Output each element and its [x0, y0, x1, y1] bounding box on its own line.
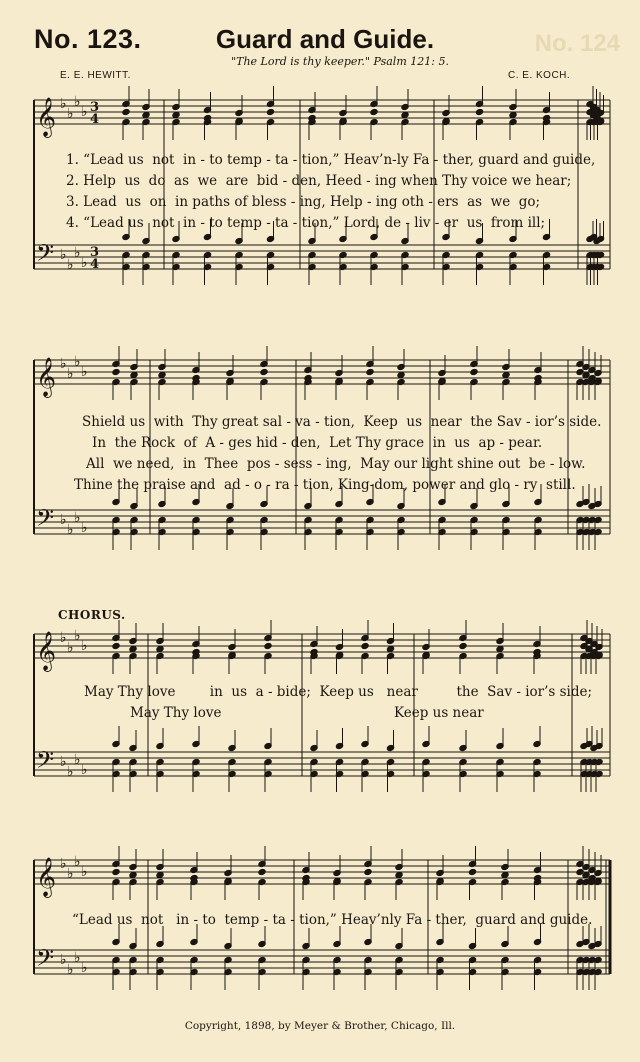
note — [468, 846, 476, 868]
note — [533, 626, 541, 648]
flat-icon: ♭ — [81, 960, 88, 976]
note — [226, 378, 234, 400]
note — [172, 263, 180, 285]
note — [401, 118, 409, 140]
note — [264, 652, 272, 674]
note — [442, 118, 450, 140]
bass-staff — [34, 752, 610, 776]
note — [436, 878, 444, 900]
treble-staff — [34, 100, 610, 124]
chorus-line-2: “Lead us not in - to temp - ta - tion,” Heav’nly Fa - ther, guard and guide. — [72, 912, 593, 928]
note — [122, 86, 130, 108]
note — [475, 86, 483, 108]
note — [310, 730, 318, 752]
note — [576, 486, 584, 508]
note — [192, 770, 200, 792]
note — [203, 118, 211, 140]
note — [228, 770, 236, 792]
note — [339, 263, 347, 285]
note — [304, 378, 312, 400]
note — [112, 642, 120, 649]
composer: C. E. KOCH. — [508, 70, 571, 81]
note — [370, 86, 378, 108]
note — [436, 968, 444, 990]
verse-1-line-2: Shield us with Thy great sal - va - tion, Keep us near the Sav - ior’s side. — [82, 414, 602, 430]
note — [595, 728, 603, 750]
note — [509, 263, 517, 285]
bass-staff — [34, 950, 610, 974]
note — [395, 928, 403, 950]
note — [468, 928, 476, 950]
note — [422, 652, 430, 674]
note — [203, 92, 211, 114]
note — [224, 968, 232, 990]
note — [576, 346, 584, 368]
note — [258, 968, 266, 990]
note — [156, 645, 164, 652]
note — [235, 118, 243, 140]
note — [361, 652, 369, 674]
note — [129, 968, 137, 990]
flat-icon: ♭ — [81, 520, 88, 536]
note — [366, 528, 374, 550]
note — [129, 645, 137, 652]
note — [258, 868, 266, 875]
note — [172, 111, 180, 118]
note — [335, 378, 343, 400]
note — [112, 878, 120, 900]
note — [258, 926, 266, 948]
note — [258, 846, 266, 868]
flat-icon: ♭ — [67, 866, 74, 882]
note — [502, 378, 510, 400]
note — [224, 878, 232, 900]
note — [130, 528, 138, 550]
note — [260, 368, 268, 375]
note — [533, 968, 541, 990]
note — [438, 528, 446, 550]
flat-icon: ♭ — [60, 247, 67, 263]
time-signature-top: 3 — [90, 100, 100, 115]
flat-icon: ♭ — [67, 106, 74, 122]
note — [594, 378, 602, 400]
note — [192, 378, 200, 400]
note — [129, 652, 137, 674]
note — [310, 770, 318, 792]
note — [542, 263, 550, 285]
note — [192, 352, 200, 374]
note — [496, 645, 504, 652]
time-signature-bottom: 4 — [90, 112, 100, 127]
bass-clef-icon: 𝄢 — [36, 504, 55, 537]
note — [401, 111, 409, 118]
verse-4-line-2: Thine the praise and ad - o - ra - tion, King-dom, power and glo - ry still. — [74, 477, 576, 493]
note — [468, 868, 476, 875]
note — [397, 528, 405, 550]
verse-4-line-1: 4. “Lead us not in - to temp - ta - tion,” Lord, de - liv - er us from ill; — [66, 215, 546, 231]
note — [308, 263, 316, 285]
flat-icon: ♭ — [60, 754, 67, 770]
flat-icon: ♭ — [67, 764, 74, 780]
note — [112, 528, 120, 550]
flat-icon: ♭ — [74, 854, 81, 870]
flat-icon: ♭ — [74, 628, 81, 644]
note — [502, 371, 510, 378]
note — [596, 263, 604, 285]
note — [129, 871, 137, 878]
note — [496, 770, 504, 792]
note — [192, 652, 200, 674]
note — [596, 118, 604, 140]
note — [386, 652, 394, 674]
flat-icon: ♭ — [67, 257, 74, 273]
note — [335, 652, 343, 674]
note — [370, 108, 378, 115]
note — [129, 730, 137, 752]
note — [468, 968, 476, 990]
note — [266, 263, 274, 285]
note — [130, 378, 138, 400]
note — [158, 528, 166, 550]
verse-2-line-1: 2. Help us do as we are bid - den, Heed - ing when Thy voice we hear; — [66, 173, 572, 189]
note — [310, 626, 318, 648]
note — [475, 263, 483, 285]
note — [129, 770, 137, 792]
note — [542, 118, 550, 140]
note — [386, 770, 394, 792]
note — [366, 346, 374, 368]
flat-icon: ♭ — [60, 96, 67, 112]
note — [366, 378, 374, 400]
note — [142, 111, 150, 118]
note — [459, 620, 467, 642]
scripture-reference: "The Lord is thy keeper." Psalm 121: 5. — [231, 55, 449, 68]
verse-1-line-1: 1. “Lead us not in - to temp - ta - tion,” Heav’n-ly Fa - ther, guard and guide, — [66, 152, 596, 168]
note — [129, 928, 137, 950]
note — [459, 770, 467, 792]
flat-icon: ♭ — [81, 104, 88, 120]
flat-icon: ♭ — [60, 356, 67, 372]
note — [112, 846, 120, 868]
note — [364, 878, 372, 900]
note — [470, 368, 478, 375]
note — [459, 642, 467, 649]
note — [304, 352, 312, 374]
note — [304, 528, 312, 550]
verse-3-line-2: All we need, in Thee pos - sess - ing, May our light shine out be - low. — [86, 456, 586, 472]
flat-icon: ♭ — [81, 762, 88, 778]
flat-icon: ♭ — [67, 522, 74, 538]
flat-icon: ♭ — [74, 354, 81, 370]
chorus-line-1: May Thy love in us a - bide; Keep us near the Sav - ior’s side; — [84, 684, 593, 700]
note — [361, 726, 369, 748]
note — [264, 770, 272, 792]
note — [496, 728, 504, 750]
note — [595, 652, 603, 674]
treble-staff — [34, 360, 610, 384]
note — [459, 730, 467, 752]
note — [302, 928, 310, 950]
note — [156, 926, 164, 948]
note — [308, 92, 316, 114]
note — [534, 352, 542, 374]
flat-icon: ♭ — [81, 864, 88, 880]
note — [576, 846, 584, 868]
note — [310, 652, 318, 674]
note — [158, 371, 166, 378]
note — [509, 118, 517, 140]
note — [333, 926, 341, 948]
treble-clef-icon: 𝄞 — [36, 857, 57, 897]
note — [386, 645, 394, 652]
hymn-title: Guard and Guide. — [215, 24, 435, 54]
treble-clef-icon: 𝄞 — [36, 97, 57, 137]
note — [470, 378, 478, 400]
note — [442, 263, 450, 285]
note — [509, 111, 517, 118]
note — [533, 726, 541, 748]
note — [192, 528, 200, 550]
note — [533, 852, 541, 874]
system-3-music — [0, 612, 640, 812]
note — [395, 871, 403, 878]
note — [112, 726, 120, 748]
note — [585, 726, 593, 748]
note — [594, 528, 602, 550]
treble-clef-icon: 𝄞 — [36, 357, 57, 397]
time-signature-bottom: 4 — [90, 257, 100, 272]
chorus-echo-2: Keep us near — [394, 705, 484, 721]
note — [302, 968, 310, 990]
note — [112, 652, 120, 674]
note — [501, 871, 509, 878]
verse-3-line-1: 3. Lead us on in paths of bless - ing, Help - ing oth - ers as we go; — [66, 194, 541, 210]
note — [333, 878, 341, 900]
note — [112, 620, 120, 642]
chorus-echo-1: May Thy love — [130, 705, 222, 721]
note — [156, 878, 164, 900]
chorus-label: CHORUS. — [58, 608, 126, 622]
note — [335, 770, 343, 792]
note — [142, 263, 150, 285]
verse-2-line-2: In the Rock of A - ges hid - den, Let Thy grace in us ap - pear. — [92, 435, 543, 451]
copyright-notice: Copyright, 1898, by Meyer & Brother, Chicago, Ill. — [184, 1020, 456, 1032]
note — [470, 528, 478, 550]
note — [129, 878, 137, 900]
note — [224, 928, 232, 950]
note — [533, 878, 541, 900]
flat-icon: ♭ — [74, 950, 81, 966]
note — [156, 728, 164, 750]
flat-icon: ♭ — [67, 640, 74, 656]
note — [366, 368, 374, 375]
bass-clef-icon: 𝄢 — [36, 746, 55, 779]
note — [264, 642, 272, 649]
note — [595, 770, 603, 792]
note — [438, 378, 446, 400]
note — [459, 652, 467, 674]
note — [112, 368, 120, 375]
note — [302, 878, 310, 900]
note — [266, 118, 274, 140]
note — [496, 652, 504, 674]
note — [475, 118, 483, 140]
flat-icon: ♭ — [81, 364, 88, 380]
note — [594, 968, 602, 990]
flat-icon: ♭ — [67, 366, 74, 382]
note — [370, 263, 378, 285]
note — [142, 118, 150, 140]
treble-clef-icon: 𝄞 — [36, 631, 57, 671]
note — [192, 626, 200, 648]
flat-icon: ♭ — [60, 952, 67, 968]
note — [534, 528, 542, 550]
note — [192, 726, 200, 748]
note — [158, 378, 166, 400]
note — [235, 263, 243, 285]
note — [397, 378, 405, 400]
note — [542, 92, 550, 114]
note — [533, 770, 541, 792]
flat-icon: ♭ — [74, 510, 81, 526]
note — [260, 378, 268, 400]
note — [156, 968, 164, 990]
flat-icon: ♭ — [74, 94, 81, 110]
bass-clef-icon: 𝄢 — [36, 944, 55, 977]
note — [335, 728, 343, 750]
bleed-through-mark: No. 124 — [534, 30, 620, 57]
note — [156, 652, 164, 674]
flat-icon: ♭ — [60, 512, 67, 528]
note — [422, 726, 430, 748]
note — [386, 730, 394, 752]
note — [335, 528, 343, 550]
flat-icon: ♭ — [74, 752, 81, 768]
time-signature-top: 3 — [90, 245, 100, 260]
note — [580, 620, 588, 642]
note — [339, 118, 347, 140]
note — [501, 878, 509, 900]
note — [266, 86, 274, 108]
note — [190, 852, 198, 874]
flat-icon: ♭ — [67, 962, 74, 978]
note — [228, 652, 236, 674]
note — [228, 730, 236, 752]
note — [122, 118, 130, 140]
note — [576, 926, 584, 948]
note — [112, 378, 120, 400]
note — [112, 968, 120, 990]
note — [258, 878, 266, 900]
note — [260, 528, 268, 550]
note — [112, 770, 120, 792]
note — [501, 926, 509, 948]
note — [122, 108, 130, 115]
note — [364, 846, 372, 868]
note — [264, 620, 272, 642]
note — [156, 770, 164, 792]
flat-icon: ♭ — [74, 245, 81, 261]
note — [502, 528, 510, 550]
note — [190, 968, 198, 990]
note — [130, 371, 138, 378]
note — [260, 346, 268, 368]
note — [361, 620, 369, 642]
note — [190, 878, 198, 900]
note — [156, 871, 164, 878]
flat-icon: ♭ — [60, 630, 67, 646]
note — [333, 968, 341, 990]
note — [533, 652, 541, 674]
note — [364, 868, 372, 875]
note — [470, 346, 478, 368]
treble-staff — [34, 634, 610, 658]
note — [302, 852, 310, 874]
note — [266, 108, 274, 115]
note — [361, 770, 369, 792]
note — [172, 118, 180, 140]
flat-icon: ♭ — [81, 638, 88, 654]
lyricist: E. E. HEWITT. — [60, 70, 131, 81]
flat-icon: ♭ — [81, 255, 88, 271]
note — [226, 528, 234, 550]
note — [594, 878, 602, 900]
note — [395, 878, 403, 900]
hymn-number: No. 123. — [34, 24, 142, 54]
note — [475, 108, 483, 115]
note — [468, 878, 476, 900]
note — [401, 263, 409, 285]
system-4-music — [0, 838, 640, 1038]
treble-staff — [34, 860, 610, 884]
note — [501, 968, 509, 990]
note — [122, 263, 130, 285]
bass-staff — [34, 245, 610, 269]
note — [422, 770, 430, 792]
note — [361, 642, 369, 649]
bass-staff — [34, 510, 610, 534]
note — [112, 868, 120, 875]
note — [395, 968, 403, 990]
note — [308, 118, 316, 140]
bass-clef-icon: 𝄢 — [36, 239, 55, 272]
flat-icon: ♭ — [60, 856, 67, 872]
note — [397, 371, 405, 378]
note — [364, 968, 372, 990]
note — [590, 626, 598, 648]
note — [203, 263, 211, 285]
note — [534, 378, 542, 400]
note — [370, 118, 378, 140]
note — [264, 728, 272, 750]
note — [112, 346, 120, 368]
